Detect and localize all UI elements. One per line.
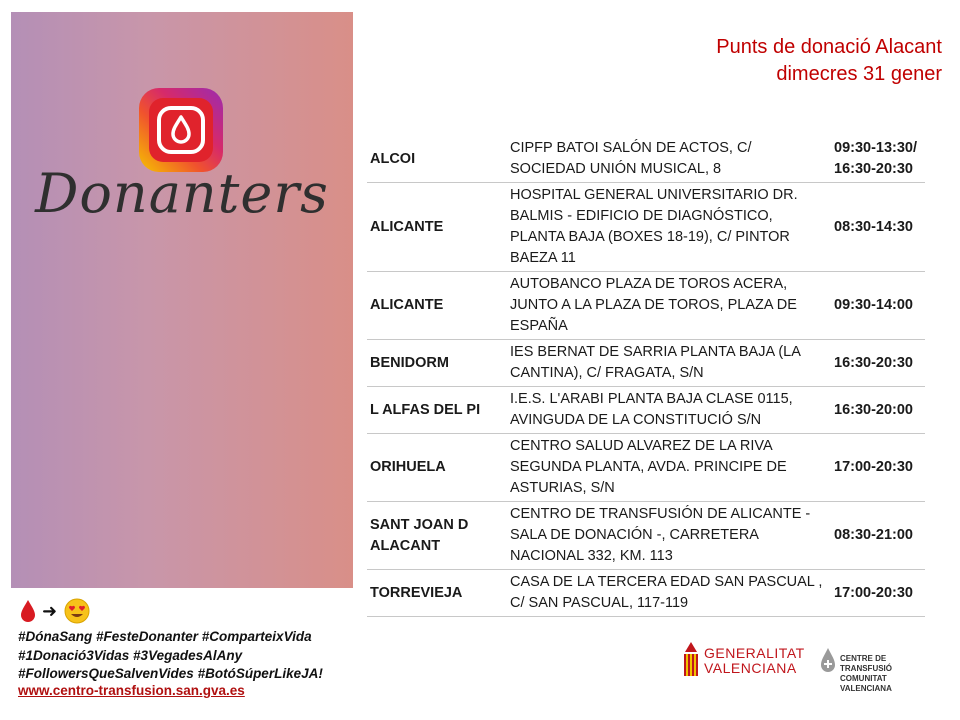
time-line: 17:00-20:30 — [834, 584, 913, 601]
table-row — [367, 434, 925, 502]
donation-points-table — [367, 136, 925, 617]
generalitat-valenciana-logo — [680, 640, 805, 682]
table-row — [367, 340, 925, 387]
gv-line: VALENCIANA — [704, 660, 797, 676]
address-cell: CIPFP BATOI SALÓN DE ACTOS, C/ SOCIEDAD UNIÓN MUSICAL, 8 — [504, 136, 830, 183]
coat-of-arms-icon — [680, 640, 702, 682]
time-line: 17:00-20:30 — [834, 459, 913, 475]
time-cell — [830, 272, 925, 340]
table-row — [367, 272, 925, 340]
table-row — [367, 502, 925, 570]
hashtags-line: #FollowersQueSalvenVides #BotóSúperLikeJA! — [18, 666, 323, 681]
title-line-location: Punts de donació Alacant — [716, 36, 942, 58]
gv-line: GENERALITAT — [704, 645, 805, 661]
time-line: 16:30-20:30 — [834, 354, 913, 371]
website-link[interactable]: www.centro-transfusion.san.gva.es — [18, 683, 245, 698]
address-cell: CENTRO DE TRANSFUSIÓN DE ALICANTE - SALA DE DONACIÓN -, CARRETERA NACIONAL 332, KM. 113 — [504, 502, 830, 570]
table-row — [367, 136, 925, 183]
table-row — [367, 570, 925, 617]
time-line: 16:30-20:00 — [834, 401, 913, 418]
centre-transfusio-logo — [818, 646, 928, 693]
gv-text — [704, 646, 805, 676]
time-cell — [830, 183, 925, 272]
city-cell: SANT JOAN D ALACANT — [367, 502, 504, 570]
ct-line: CENTRE DE TRANSFUSIÓ — [840, 654, 892, 673]
table-row — [367, 387, 925, 434]
time-line: 09:30-14:00 — [834, 297, 913, 313]
city-cell: L ALFAS DEL PI — [367, 387, 504, 434]
city-cell: ALICANTE — [367, 272, 504, 340]
title-line-date: dimecres 31 gener — [776, 63, 942, 85]
time-line: 08:30-21:00 — [834, 527, 913, 543]
address-cell: CENTRO SALUD ALVAREZ DE LA RIVA SEGUNDA PLANTA, AVDA. PRINCIPE DE ASTURIAS, S/N — [504, 434, 830, 502]
address-cell: HOSPITAL GENERAL UNIVERSITARIO DR. BALMIS - EDIFICIO DE DIAGNÓSTICO, PLANTA BAJA (BOXES 18-19), C/ PINTOR BAEZA 11 — [504, 183, 830, 272]
time-cell — [830, 502, 925, 570]
ct-text — [840, 654, 928, 694]
blood-drop-logo-icon — [149, 98, 213, 162]
address-cell: IES BERNAT DE SARRIA PLANTA BAJA (LA CANTINA), C/ FRAGATA, S/N — [504, 340, 830, 387]
hashtags-line: #1Donació3Vidas #3VegadesAlAny — [18, 647, 243, 663]
city-cell: TORREVIEJA — [367, 570, 504, 617]
time-cell — [830, 434, 925, 502]
table-body — [367, 136, 925, 617]
time-cell — [830, 340, 925, 387]
heart-eyes-emoji-icon — [64, 598, 90, 624]
logo-inner-square — [149, 98, 213, 162]
time-cell — [830, 570, 925, 617]
city-cell: ALICANTE — [367, 183, 504, 272]
address-cell: AUTOBANCO PLAZA DE TOROS ACERA, JUNTO A LA PLAZA DE TOROS, PLAZA DE ESPAÑA — [504, 272, 830, 340]
time-line: 08:30-14:30 — [834, 218, 913, 235]
time-line: 16:30-20:30 — [834, 161, 913, 177]
time-cell — [830, 136, 925, 183]
donanters-banner — [11, 12, 353, 588]
address-cell: CASA DE LA TERCERA EDAD SAN PASCUAL , C/ SAN PASCUAL, 117-119 — [504, 570, 830, 617]
table-row — [367, 183, 925, 272]
donanters-app-logo — [139, 88, 223, 172]
city-cell: ALCOI — [367, 136, 504, 183]
time-line: 09:30-13:30/ — [834, 140, 918, 156]
hashtags-block — [18, 628, 323, 684]
page-title — [716, 34, 942, 88]
transfusion-centre-icon — [818, 646, 838, 676]
ct-line: COMUNITAT VALENCIANA — [840, 674, 892, 693]
city-cell: BENIDORM — [367, 340, 504, 387]
blood-drop-icon — [18, 598, 38, 624]
arrow-right-icon: ➜ — [42, 601, 58, 622]
city-cell: ORIHUELA — [367, 434, 504, 502]
brand-name: Donanters — [35, 162, 329, 225]
address-cell: I.E.S. L'ARABI PLANTA BAJA CLASE 0115, AVINGUDA DE LA CONSTITUCIÓ S/N — [504, 387, 830, 434]
hashtags-line: #DónaSang #FesteDonanter #ComparteixVida — [18, 629, 312, 644]
time-cell — [830, 387, 925, 434]
